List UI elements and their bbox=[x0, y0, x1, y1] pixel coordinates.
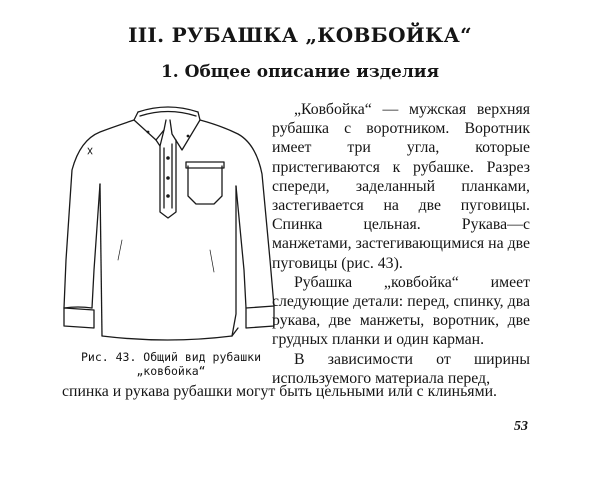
shirt-figure bbox=[60, 100, 278, 350]
section-title: 1. Общее описание изделия bbox=[160, 62, 440, 82]
shirt-illustration bbox=[60, 100, 278, 350]
figure-caption-line2: „ковбойка“ bbox=[136, 364, 206, 378]
chapter-title: III. РУБАШКА „КОВБОЙКА“ bbox=[128, 23, 472, 47]
figure-caption-line1: Рис. 43. Общий вид рубашки bbox=[80, 350, 261, 364]
paragraph-1: „Ковбойка“ — мужская верхняя рубашка с воротником. Воротник имеет три угла, которые пристегиваются к рубашке. Разрез спереди, заделанный планками, застегивается на две пуговицы. Спинка цельная. Рукава—с манжетами, застегивающимися на две пуговицы (рис. 43). bbox=[272, 101, 530, 272]
body-text-column bbox=[272, 100, 530, 388]
paragraph-3: В зависимости от ширины используемого материала перед, bbox=[272, 350, 530, 387]
figure-caption bbox=[60, 350, 282, 378]
paragraph-2: Рубашка „ковбойка“ имеет следующие детали: перед, спинку, два рукава, две манжеты, воротник, две грудных планки и один карман. bbox=[272, 273, 530, 349]
page-number: 53 bbox=[514, 419, 528, 434]
paragraph-3-continuation: спинка и рукава рубашки могут быть цельными или с клиньями. bbox=[62, 383, 497, 400]
